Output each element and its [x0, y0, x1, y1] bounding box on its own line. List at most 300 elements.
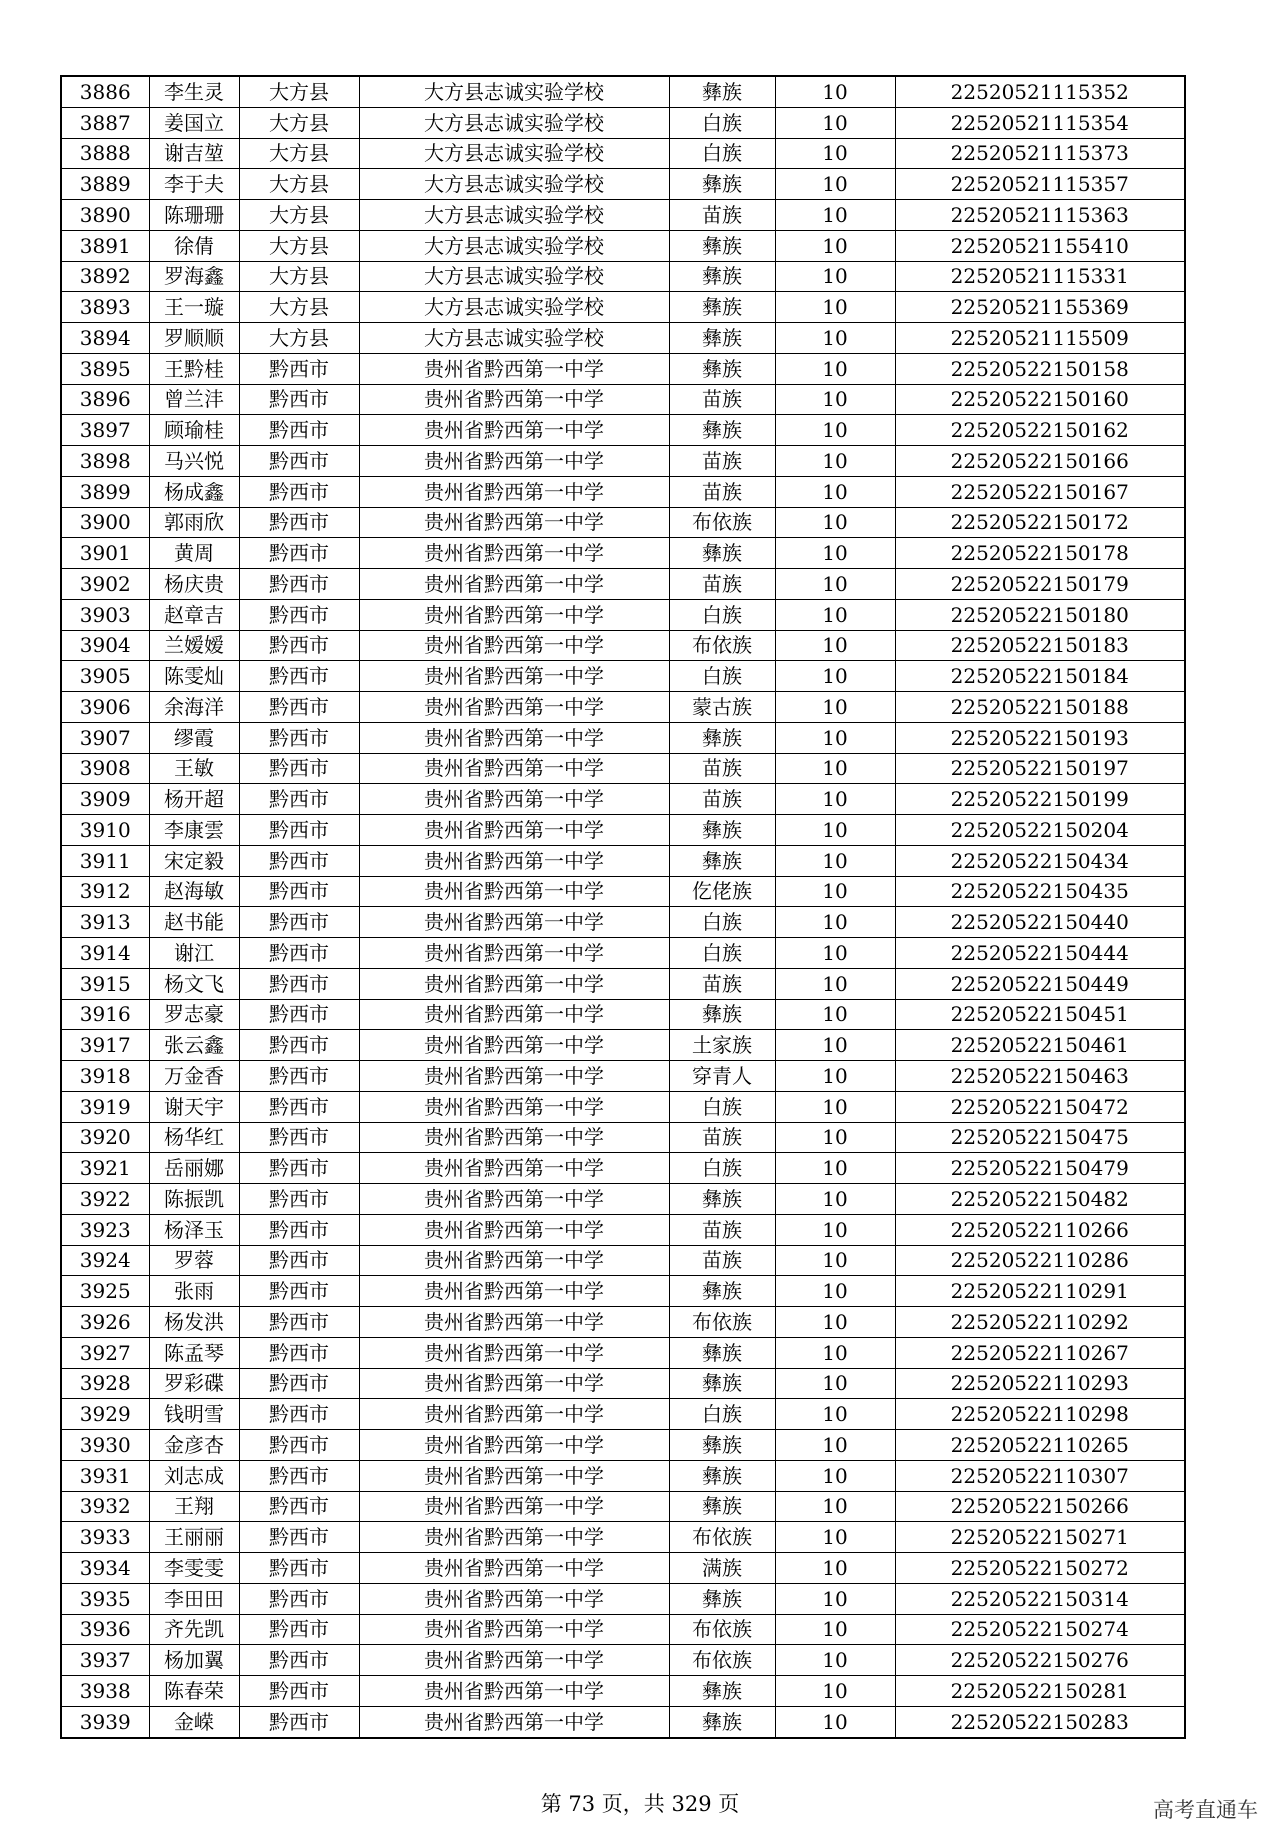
cell-student-name: 赵海敏	[149, 876, 239, 907]
cell-ethnicity: 彝族	[669, 1337, 775, 1368]
cell-row-index: 3889	[61, 169, 149, 200]
cell-ethnicity: 苗族	[669, 446, 775, 477]
cell-student-name: 兰嫒嫒	[149, 630, 239, 661]
cell-row-index: 3904	[61, 630, 149, 661]
cell-exam-number: 22520522150199	[895, 784, 1185, 815]
cell-student-name: 钱明雪	[149, 1399, 239, 1430]
cell-exam-number: 22520522110298	[895, 1399, 1185, 1430]
cell-ethnicity: 白族	[669, 1091, 775, 1122]
cell-county: 黔西市	[239, 353, 359, 384]
cell-row-index: 3892	[61, 261, 149, 292]
table-row	[61, 107, 1185, 138]
cell-bonus-points: 10	[775, 968, 895, 999]
cell-exam-number: 22520522150183	[895, 630, 1185, 661]
table-row	[61, 507, 1185, 538]
cell-county: 黔西市	[239, 1245, 359, 1276]
cell-ethnicity: 蒙古族	[669, 692, 775, 723]
cell-bonus-points: 10	[775, 1522, 895, 1553]
cell-school: 大方县志诚实验学校	[359, 261, 669, 292]
cell-bonus-points: 10	[775, 1184, 895, 1215]
table-row	[61, 1460, 1185, 1491]
cell-row-index: 3916	[61, 999, 149, 1030]
cell-bonus-points: 10	[775, 138, 895, 169]
cell-county: 黔西市	[239, 968, 359, 999]
cell-row-index: 3929	[61, 1399, 149, 1430]
cell-student-name: 缪霞	[149, 722, 239, 753]
cell-county: 大方县	[239, 76, 359, 107]
cell-school: 贵州省黔西第一中学	[359, 1122, 669, 1153]
cell-student-name: 谢江	[149, 938, 239, 969]
cell-ethnicity: 土家族	[669, 1030, 775, 1061]
cell-ethnicity: 苗族	[669, 476, 775, 507]
cell-row-index: 3906	[61, 692, 149, 723]
cell-row-index: 3890	[61, 200, 149, 231]
cell-bonus-points: 10	[775, 292, 895, 323]
cell-bonus-points: 10	[775, 815, 895, 846]
cell-exam-number: 22520522150188	[895, 692, 1185, 723]
cell-row-index: 3923	[61, 1214, 149, 1245]
cell-school: 贵州省黔西第一中学	[359, 1153, 669, 1184]
cell-county: 黔西市	[239, 599, 359, 630]
cell-ethnicity: 彝族	[669, 815, 775, 846]
cell-bonus-points: 10	[775, 1276, 895, 1307]
cell-student-name: 齐先凯	[149, 1614, 239, 1645]
cell-exam-number: 22520522150461	[895, 1030, 1185, 1061]
cell-student-name: 杨庆贵	[149, 569, 239, 600]
cell-bonus-points: 10	[775, 661, 895, 692]
cell-school: 贵州省黔西第一中学	[359, 1399, 669, 1430]
table-row	[61, 1061, 1185, 1092]
cell-bonus-points: 10	[775, 200, 895, 231]
cell-ethnicity: 彝族	[669, 1368, 775, 1399]
cell-county: 黔西市	[239, 1307, 359, 1338]
cell-school: 贵州省黔西第一中学	[359, 815, 669, 846]
cell-row-index: 3887	[61, 107, 149, 138]
cell-county: 黔西市	[239, 1122, 359, 1153]
cell-bonus-points: 10	[775, 1553, 895, 1584]
cell-ethnicity: 布依族	[669, 630, 775, 661]
cell-row-index: 3899	[61, 476, 149, 507]
cell-row-index: 3886	[61, 76, 149, 107]
cell-row-index: 3895	[61, 353, 149, 384]
table-row	[61, 692, 1185, 723]
cell-bonus-points: 10	[775, 76, 895, 107]
cell-county: 黔西市	[239, 1583, 359, 1614]
cell-bonus-points: 10	[775, 1676, 895, 1707]
cell-ethnicity: 彝族	[669, 261, 775, 292]
cell-ethnicity: 彝族	[669, 1460, 775, 1491]
cell-bonus-points: 10	[775, 784, 895, 815]
cell-bonus-points: 10	[775, 230, 895, 261]
cell-row-index: 3917	[61, 1030, 149, 1061]
cell-ethnicity: 苗族	[669, 200, 775, 231]
cell-bonus-points: 10	[775, 845, 895, 876]
cell-ethnicity: 布依族	[669, 1307, 775, 1338]
cell-ethnicity: 彝族	[669, 76, 775, 107]
cell-ethnicity: 彝族	[669, 1491, 775, 1522]
cell-row-index: 3910	[61, 815, 149, 846]
cell-bonus-points: 10	[775, 1030, 895, 1061]
cell-ethnicity: 布依族	[669, 1614, 775, 1645]
cell-school: 贵州省黔西第一中学	[359, 1706, 669, 1737]
cell-exam-number: 22520522150449	[895, 968, 1185, 999]
cell-bonus-points: 10	[775, 507, 895, 538]
cell-school: 贵州省黔西第一中学	[359, 1307, 669, 1338]
cell-student-name: 王黔桂	[149, 353, 239, 384]
cell-school: 贵州省黔西第一中学	[359, 938, 669, 969]
cell-row-index: 3891	[61, 230, 149, 261]
cell-ethnicity: 白族	[669, 938, 775, 969]
cell-school: 贵州省黔西第一中学	[359, 661, 669, 692]
cell-county: 黔西市	[239, 753, 359, 784]
cell-county: 大方县	[239, 261, 359, 292]
table-row	[61, 261, 1185, 292]
cell-row-index: 3936	[61, 1614, 149, 1645]
table-row	[61, 1430, 1185, 1461]
cell-row-index: 3907	[61, 722, 149, 753]
cell-ethnicity: 彝族	[669, 538, 775, 569]
table-row	[61, 384, 1185, 415]
cell-bonus-points: 10	[775, 1430, 895, 1461]
cell-exam-number: 22520522150179	[895, 569, 1185, 600]
cell-county: 黔西市	[239, 507, 359, 538]
cell-county: 大方县	[239, 230, 359, 261]
cell-county: 黔西市	[239, 415, 359, 446]
cell-exam-number: 22520522150434	[895, 845, 1185, 876]
cell-exam-number: 22520521115352	[895, 76, 1185, 107]
table-row	[61, 753, 1185, 784]
cell-school: 贵州省黔西第一中学	[359, 384, 669, 415]
table-row	[61, 538, 1185, 569]
cell-ethnicity: 苗族	[669, 384, 775, 415]
cell-school: 大方县志诚实验学校	[359, 169, 669, 200]
table-row	[61, 1245, 1185, 1276]
cell-student-name: 杨文飞	[149, 968, 239, 999]
cell-exam-number: 22520522150167	[895, 476, 1185, 507]
cell-ethnicity: 布依族	[669, 1645, 775, 1676]
cell-exam-number: 22520522150172	[895, 507, 1185, 538]
cell-exam-number: 22520522150204	[895, 815, 1185, 846]
cell-school: 贵州省黔西第一中学	[359, 1430, 669, 1461]
cell-ethnicity: 白族	[669, 107, 775, 138]
table-row	[61, 968, 1185, 999]
cell-ethnicity: 布依族	[669, 1522, 775, 1553]
cell-exam-number: 22520521155410	[895, 230, 1185, 261]
cell-bonus-points: 10	[775, 999, 895, 1030]
cell-exam-number: 22520522150472	[895, 1091, 1185, 1122]
cell-bonus-points: 10	[775, 1491, 895, 1522]
table-row	[61, 1645, 1185, 1676]
table-row	[61, 599, 1185, 630]
cell-student-name: 罗蓉	[149, 1245, 239, 1276]
table-row	[61, 1214, 1185, 1245]
cell-exam-number: 22520522150160	[895, 384, 1185, 415]
cell-row-index: 3897	[61, 415, 149, 446]
table-row	[61, 1030, 1185, 1061]
cell-ethnicity: 白族	[669, 907, 775, 938]
cell-student-name: 陈珊珊	[149, 200, 239, 231]
cell-county: 黔西市	[239, 784, 359, 815]
table-body	[61, 76, 1185, 1738]
cell-county: 黔西市	[239, 938, 359, 969]
cell-county: 黔西市	[239, 1460, 359, 1491]
cell-school: 大方县志诚实验学校	[359, 323, 669, 354]
table-row	[61, 1583, 1185, 1614]
cell-county: 黔西市	[239, 1522, 359, 1553]
cell-school: 贵州省黔西第一中学	[359, 1030, 669, 1061]
cell-bonus-points: 10	[775, 630, 895, 661]
cell-ethnicity: 彝族	[669, 1430, 775, 1461]
cell-row-index: 3921	[61, 1153, 149, 1184]
cell-student-name: 罗顺顺	[149, 323, 239, 354]
cell-county: 黔西市	[239, 1553, 359, 1584]
cell-county: 黔西市	[239, 1645, 359, 1676]
cell-school: 贵州省黔西第一中学	[359, 1214, 669, 1245]
table-row	[61, 845, 1185, 876]
cell-bonus-points: 10	[775, 353, 895, 384]
cell-student-name: 黄周	[149, 538, 239, 569]
cell-row-index: 3911	[61, 845, 149, 876]
cell-ethnicity: 苗族	[669, 1122, 775, 1153]
table-row	[61, 661, 1185, 692]
cell-ethnicity: 彝族	[669, 1583, 775, 1614]
cell-bonus-points: 10	[775, 1614, 895, 1645]
cell-bonus-points: 10	[775, 1061, 895, 1092]
cell-school: 贵州省黔西第一中学	[359, 538, 669, 569]
watermark-text: 高考直通车	[1153, 1798, 1258, 1822]
cell-student-name: 杨华红	[149, 1122, 239, 1153]
cell-student-name: 刘志成	[149, 1460, 239, 1491]
cell-bonus-points: 10	[775, 907, 895, 938]
cell-exam-number: 22520522150266	[895, 1491, 1185, 1522]
cell-exam-number: 22520522150440	[895, 907, 1185, 938]
cell-bonus-points: 10	[775, 1583, 895, 1614]
table-row	[61, 1676, 1185, 1707]
cell-exam-number: 22520521115509	[895, 323, 1185, 354]
cell-student-name: 罗志豪	[149, 999, 239, 1030]
cell-exam-number: 22520522110265	[895, 1430, 1185, 1461]
table-row	[61, 1337, 1185, 1368]
cell-county: 黔西市	[239, 1676, 359, 1707]
cell-row-index: 3902	[61, 569, 149, 600]
cell-county: 大方县	[239, 323, 359, 354]
cell-ethnicity: 满族	[669, 1553, 775, 1584]
cell-county: 黔西市	[239, 1491, 359, 1522]
table-row	[61, 1553, 1185, 1584]
cell-exam-number: 22520522150166	[895, 446, 1185, 477]
cell-ethnicity: 白族	[669, 661, 775, 692]
cell-school: 贵州省黔西第一中学	[359, 1614, 669, 1645]
table-row	[61, 200, 1185, 231]
cell-row-index: 3900	[61, 507, 149, 538]
cell-student-name: 顾瑜桂	[149, 415, 239, 446]
cell-county: 黔西市	[239, 907, 359, 938]
cell-school: 贵州省黔西第一中学	[359, 630, 669, 661]
table-row	[61, 353, 1185, 384]
cell-row-index: 3920	[61, 1122, 149, 1153]
table-row	[61, 230, 1185, 261]
table-row	[61, 630, 1185, 661]
cell-ethnicity: 穿青人	[669, 1061, 775, 1092]
table-row	[61, 292, 1185, 323]
cell-row-index: 3928	[61, 1368, 149, 1399]
cell-ethnicity: 苗族	[669, 968, 775, 999]
cell-ethnicity: 彝族	[669, 1276, 775, 1307]
cell-exam-number: 22520521115373	[895, 138, 1185, 169]
cell-exam-number: 22520522150314	[895, 1583, 1185, 1614]
cell-school: 贵州省黔西第一中学	[359, 1645, 669, 1676]
cell-bonus-points: 10	[775, 107, 895, 138]
table-row	[61, 722, 1185, 753]
table-row	[61, 938, 1185, 969]
cell-ethnicity: 彝族	[669, 230, 775, 261]
cell-bonus-points: 10	[775, 1214, 895, 1245]
cell-ethnicity: 彝族	[669, 1706, 775, 1737]
cell-county: 黔西市	[239, 1706, 359, 1737]
table-row	[61, 415, 1185, 446]
cell-exam-number: 22520522150162	[895, 415, 1185, 446]
cell-school: 贵州省黔西第一中学	[359, 507, 669, 538]
cell-school: 贵州省黔西第一中学	[359, 353, 669, 384]
cell-county: 黔西市	[239, 1184, 359, 1215]
cell-student-name: 杨发洪	[149, 1307, 239, 1338]
cell-row-index: 3901	[61, 538, 149, 569]
cell-student-name: 李田田	[149, 1583, 239, 1614]
table-row	[61, 569, 1185, 600]
cell-exam-number: 22520522150435	[895, 876, 1185, 907]
cell-school: 贵州省黔西第一中学	[359, 1491, 669, 1522]
cell-county: 黔西市	[239, 1214, 359, 1245]
cell-bonus-points: 10	[775, 1307, 895, 1338]
cell-county: 黔西市	[239, 569, 359, 600]
cell-student-name: 李于夫	[149, 169, 239, 200]
cell-ethnicity: 彝族	[669, 353, 775, 384]
cell-bonus-points: 10	[775, 1368, 895, 1399]
table-row	[61, 1122, 1185, 1153]
cell-ethnicity: 苗族	[669, 1245, 775, 1276]
cell-school: 贵州省黔西第一中学	[359, 1245, 669, 1276]
cell-student-name: 杨开超	[149, 784, 239, 815]
cell-school: 贵州省黔西第一中学	[359, 722, 669, 753]
cell-school: 贵州省黔西第一中学	[359, 1522, 669, 1553]
cell-row-index: 3896	[61, 384, 149, 415]
cell-county: 黔西市	[239, 722, 359, 753]
table-row	[61, 1276, 1185, 1307]
cell-row-index: 3937	[61, 1645, 149, 1676]
cell-student-name: 李康雲	[149, 815, 239, 846]
cell-bonus-points: 10	[775, 384, 895, 415]
cell-student-name: 王敏	[149, 753, 239, 784]
table-row	[61, 784, 1185, 815]
cell-exam-number: 22520522150276	[895, 1645, 1185, 1676]
cell-bonus-points: 10	[775, 876, 895, 907]
cell-exam-number: 22520522150482	[895, 1184, 1185, 1215]
cell-school: 贵州省黔西第一中学	[359, 569, 669, 600]
table-row	[61, 1184, 1185, 1215]
cell-school: 大方县志诚实验学校	[359, 76, 669, 107]
cell-row-index: 3919	[61, 1091, 149, 1122]
cell-school: 贵州省黔西第一中学	[359, 692, 669, 723]
cell-student-name: 徐倩	[149, 230, 239, 261]
cell-county: 黔西市	[239, 1061, 359, 1092]
table-row	[61, 76, 1185, 107]
cell-school: 大方县志诚实验学校	[359, 138, 669, 169]
cell-row-index: 3925	[61, 1276, 149, 1307]
cell-student-name: 陈孟琴	[149, 1337, 239, 1368]
student-table	[60, 75, 1186, 1739]
cell-row-index: 3927	[61, 1337, 149, 1368]
table-row	[61, 1614, 1185, 1645]
cell-student-name: 金嵘	[149, 1706, 239, 1737]
cell-school: 贵州省黔西第一中学	[359, 845, 669, 876]
cell-county: 大方县	[239, 200, 359, 231]
cell-bonus-points: 10	[775, 722, 895, 753]
cell-exam-number: 22520522150193	[895, 722, 1185, 753]
cell-ethnicity: 白族	[669, 1399, 775, 1430]
cell-exam-number: 22520521115363	[895, 200, 1185, 231]
cell-school: 贵州省黔西第一中学	[359, 1061, 669, 1092]
cell-bonus-points: 10	[775, 1153, 895, 1184]
cell-school: 大方县志诚实验学校	[359, 230, 669, 261]
cell-row-index: 3903	[61, 599, 149, 630]
cell-row-index: 3934	[61, 1553, 149, 1584]
cell-bonus-points: 10	[775, 569, 895, 600]
cell-exam-number: 22520522110291	[895, 1276, 1185, 1307]
cell-bonus-points: 10	[775, 261, 895, 292]
cell-row-index: 3888	[61, 138, 149, 169]
cell-student-name: 曾兰沣	[149, 384, 239, 415]
cell-student-name: 岳丽娜	[149, 1153, 239, 1184]
cell-county: 黔西市	[239, 1337, 359, 1368]
cell-county: 黔西市	[239, 1091, 359, 1122]
cell-row-index: 3912	[61, 876, 149, 907]
cell-student-name: 杨泽玉	[149, 1214, 239, 1245]
cell-exam-number: 22520521115331	[895, 261, 1185, 292]
table-row	[61, 446, 1185, 477]
cell-exam-number: 22520522150178	[895, 538, 1185, 569]
cell-school: 贵州省黔西第一中学	[359, 1583, 669, 1614]
cell-school: 贵州省黔西第一中学	[359, 599, 669, 630]
cell-student-name: 王一璇	[149, 292, 239, 323]
cell-student-name: 张云鑫	[149, 1030, 239, 1061]
cell-student-name: 王翔	[149, 1491, 239, 1522]
cell-county: 黔西市	[239, 538, 359, 569]
table-row	[61, 907, 1185, 938]
cell-ethnicity: 苗族	[669, 569, 775, 600]
cell-row-index: 3933	[61, 1522, 149, 1553]
cell-bonus-points: 10	[775, 1091, 895, 1122]
cell-county: 黔西市	[239, 661, 359, 692]
cell-row-index: 3914	[61, 938, 149, 969]
cell-bonus-points: 10	[775, 1399, 895, 1430]
cell-row-index: 3922	[61, 1184, 149, 1215]
cell-student-name: 杨成鑫	[149, 476, 239, 507]
cell-exam-number: 22520522150281	[895, 1676, 1185, 1707]
cell-ethnicity: 彝族	[669, 323, 775, 354]
cell-student-name: 谢吉堃	[149, 138, 239, 169]
cell-ethnicity: 彝族	[669, 169, 775, 200]
cell-county: 黔西市	[239, 476, 359, 507]
cell-row-index: 3918	[61, 1061, 149, 1092]
cell-ethnicity: 苗族	[669, 1214, 775, 1245]
table-row	[61, 1153, 1185, 1184]
cell-bonus-points: 10	[775, 169, 895, 200]
table-row	[61, 815, 1185, 846]
cell-exam-number: 22520522150272	[895, 1553, 1185, 1584]
cell-exam-number: 22520522150451	[895, 999, 1185, 1030]
cell-county: 大方县	[239, 138, 359, 169]
cell-student-name: 罗海鑫	[149, 261, 239, 292]
